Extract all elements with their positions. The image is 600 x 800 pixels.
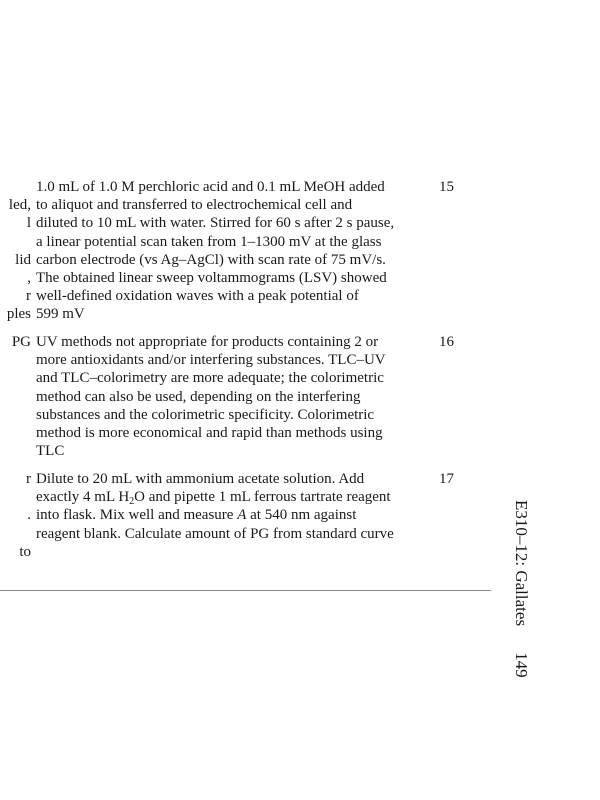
method-description-16 [36, 333, 386, 460]
description-line: a linear potential scan taken from 1–1300 mV at the glass [36, 233, 382, 250]
description-line: UV methods not appropriate for products containing 2 or [36, 334, 379, 350]
fragment-line: r [26, 288, 31, 305]
description-line: well-defined oxidation waves with a peak potential of [36, 288, 359, 305]
page-number: 149 [512, 652, 531, 678]
description-line [36, 506, 394, 524]
description-line: reagent blank. Calculate amount of PG from standard curve [36, 525, 394, 542]
fragment-line: lid [15, 251, 31, 268]
left-column-fragment-16 [0, 333, 31, 351]
fragment-line [0, 488, 31, 506]
fragment-line: ples [6, 306, 31, 323]
left-column-fragment-17 [0, 470, 31, 561]
description-line [36, 488, 394, 506]
fragment-line: . [27, 507, 31, 524]
running-head-title: E310–12: Gallates [512, 500, 531, 627]
description-line: substances and the colorimetric specificity. Colorimetric [36, 406, 375, 423]
description-line: method can also be used, depending on the interfering [36, 388, 361, 405]
fragment-line [0, 525, 31, 543]
description-line: diluted to 10 mL with water. Stirred for 60 s after 2 s pause, [36, 215, 395, 232]
description-line: Dilute to 20 mL with ammonium acetate solution. Add [36, 471, 365, 487]
text-run: at 540 nm against [246, 507, 357, 524]
text-run: into flask. Mix well and measure [36, 507, 238, 524]
description-line: carbon electrode (vs Ag–AgCl) with scan rate of 75 mV/s. [36, 251, 386, 268]
running-head [511, 500, 531, 678]
description-line: more antioxidants and/or interfering substances. TLC–UV [36, 352, 386, 369]
description-line: to aliquot and transferred to electrochemical cell and [36, 197, 353, 214]
method-description-15 [36, 178, 394, 324]
fragment-line: l [26, 215, 31, 232]
text-run: O and pipette 1 mL ferrous tartrate reagent [134, 489, 391, 506]
reference-number-16: 16 [439, 334, 454, 350]
left-column-fragment-15 [0, 178, 31, 324]
description-line: 1.0 mL of 1.0 M perchloric acid and 0.1 mL MeOH added [36, 179, 385, 195]
fragment-line: to [19, 543, 31, 560]
description-line: 599 mV [36, 306, 85, 323]
table-bottom-rule [0, 590, 491, 591]
fragment-line: led, [8, 197, 31, 214]
fragment-line: r [26, 471, 31, 487]
description-line: method is more economical and rapid than methods using [36, 424, 383, 441]
subscript: 2 [129, 496, 135, 508]
method-description-17 [36, 470, 394, 543]
absorbance-symbol: A [237, 507, 247, 524]
fragment-line: PG [11, 334, 31, 350]
description-line: TLC [36, 443, 65, 460]
description-line: The obtained linear sweep voltammograms (LSV) showed [36, 269, 387, 286]
reference-number-17: 17 [439, 471, 454, 487]
description-line: and TLC–colorimetry are more adequate; the colorimetric [36, 370, 384, 387]
fragment-line [0, 233, 31, 251]
reference-number-15: 15 [439, 179, 454, 195]
text-run: exactly 4 mL H [36, 489, 130, 506]
fragment-line [0, 178, 31, 196]
fragment-line: , [27, 269, 31, 286]
